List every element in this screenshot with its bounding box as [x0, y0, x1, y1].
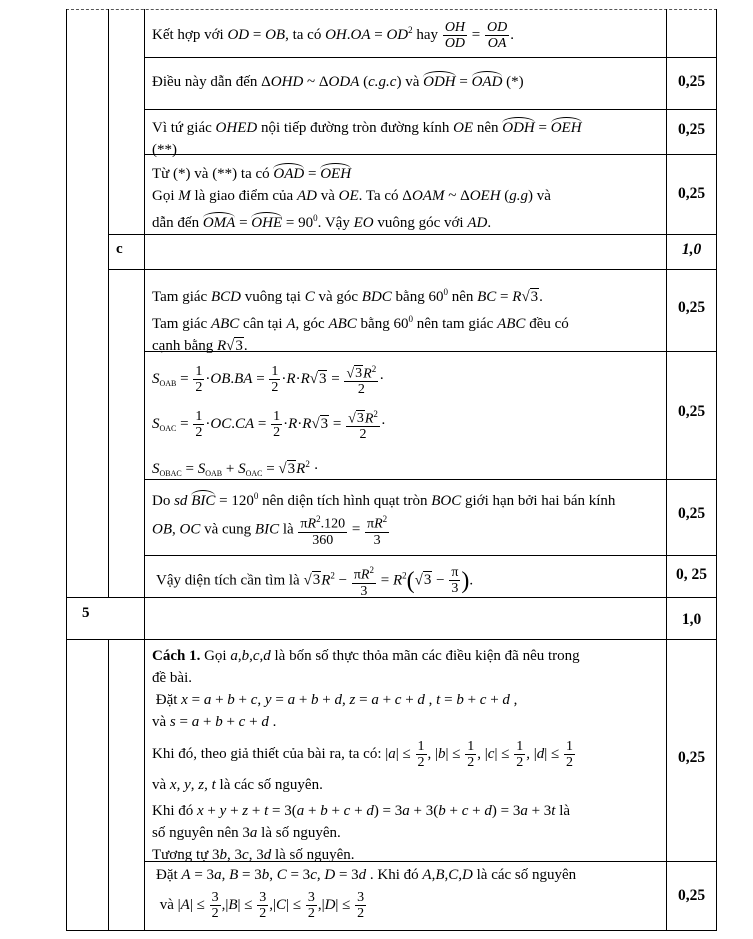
answer-table — [66, 9, 717, 931]
grid-line — [66, 9, 67, 931]
score: 0,25 — [677, 121, 706, 138]
score: 0,25 — [677, 185, 706, 202]
part-label: c — [116, 241, 123, 257]
solution-text: Tam giác BCD vuông tại C và góc BDC bằng $60^0$ nên BC = R√3. Tam giác ABC cân tại A, góc ABC bằng $60^0$ nên tam giác ABC đều có cạnh bằng R√3. — [152, 287, 569, 354]
question-number: 5 — [82, 605, 90, 621]
solution-text: Vì tứ giác OHED nội tiếp đường tròn đường kính OE nên ODH = OEH (**) — [152, 117, 662, 161]
score: 0,25 — [677, 505, 706, 522]
score: 0,25 — [677, 887, 706, 904]
solution-text: $S_{OAB}$ = $\frac{1}{2}$ ·OB.BA = $\frac{1}{2}$ ·R·R√3 = $\frac{√3R^2}{2}$ · $S_{OAC}$ = $\frac{1}{2}$ ·OC.CA = $\frac{1}{2}$ ·R·R√3 = $\frac{√3R^2}{2}$ · $S_{OBAC} = S_{OAB} + S_{OAC} = √3R^2$ · — [152, 363, 386, 478]
grid-line — [144, 109, 717, 110]
solution-text: Từ (*) và (**) ta có OAD = OEH Gọi M là giao điểm của AD và OE. Ta có ΔOAM ~ ΔOEH (g.g) và dẫn đến OMA = OHE = $90^0$. Vậy EO vuông góc với AD. — [152, 163, 662, 234]
grid-line — [108, 234, 717, 235]
grid-line — [144, 9, 145, 931]
score: 0, 25 — [676, 566, 707, 583]
score: 1,0 — [681, 611, 702, 628]
grid-line — [144, 555, 717, 556]
solution-text: Đặt A = 3a, B = 3b, C = 3c, D = 3d . Khi đó A,B,C,D là các số nguyên và |A| ≤ $\frac{3}{2}$ ,|B| ≤ $\frac{3}{2}$ ,|C| ≤ $\frac{3}{2}$ ,|D| ≤ $\frac{3}{2}$ — [156, 867, 577, 921]
score: 1,0 — [681, 241, 702, 258]
grid-line — [66, 639, 717, 640]
score: 0,25 — [677, 749, 706, 766]
grid-line — [666, 9, 667, 931]
solution-text: Kết hợp với OD = OB, ta có $OH.OA = OD^2$ hay $\frac{OH}{OD}$ = $\frac{OD}{OA}$ . — [152, 20, 514, 52]
grid-line — [108, 269, 717, 270]
solution-text: Điều này dẫn đến ΔOHD ~ ΔODA (c.g.c) và ODH = OAD (*) — [152, 71, 662, 93]
grid-line — [108, 639, 109, 931]
solution-text: Vậy diện tích cần tìm là $√3R^2$ − $\frac{\pi R^2}{3}$ = $R^2(√3$ − $\frac{\pi}{3}$ ). — [156, 565, 474, 599]
score: 0,25 — [677, 403, 706, 420]
grid-line — [716, 9, 717, 931]
top-dashed-border — [66, 9, 717, 10]
grid-line — [144, 57, 717, 58]
grid-line — [66, 930, 717, 931]
score: 0,25 — [677, 299, 706, 316]
solution-text: Do sd BIC = $120^0$ nên diện tích hình quạt tròn BOC giới hạn bởi hai bán kính OB, OC và cung BIC là $\frac{\pi R^2.120}{360}$ = $\frac{\pi R^2}{3}$ — [152, 491, 616, 548]
score: 0,25 — [677, 73, 706, 90]
grid-line — [108, 9, 109, 597]
solution-text: Cách 1. Gọi a,b,c,d là bốn số thực thỏa mãn các điều kiện đã nêu trong đề bài. Đặt x = a + b + c, y = a + b + d, z = a + c + d , t = b + c + d , và s = a + b + c + d . Khi đó, theo giả thiết của bài ra, ta có: |a| ≤ $\frac{1}{2}$ , |b| ≤ $\frac{1}{2}$ , |c| ≤ $\frac{1}{2}$ , |d| ≤ $\frac{1}{2}$ và x, y, z, t là các số nguyên. Khi đó x + y + z + t = 3(a + b + c + d) = 3a + 3(b + c + d) = 3a + 3t là số nguyên nên 3a là số nguyên. Tương tự 3b, 3c, 3d là số nguyên. — [152, 648, 580, 863]
